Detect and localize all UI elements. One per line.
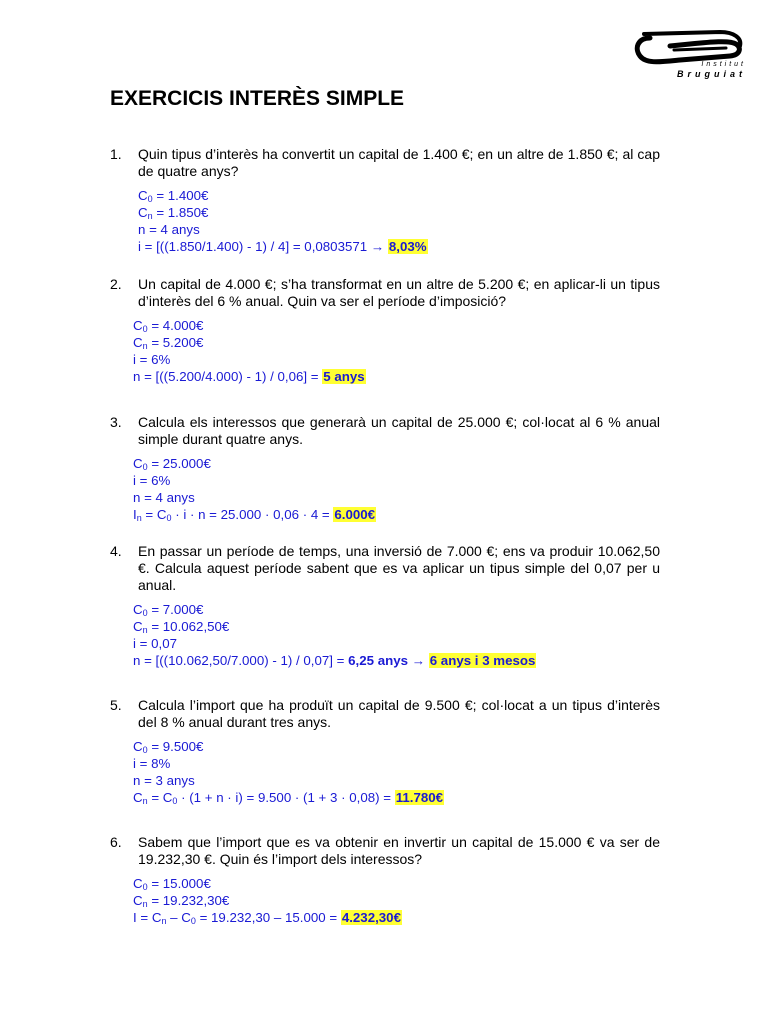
solution-line4 (138, 238, 660, 255)
solution-line3: i = 6% (133, 352, 171, 367)
solution-result: 11.780€ (395, 790, 444, 805)
solution-c0: $C_0$ = 9.500€ (133, 739, 204, 755)
exercise-number: 1. (110, 146, 122, 162)
solution-cn: $C_n$ = 5.200€ (133, 335, 204, 351)
logo-line2: Bruguiat (677, 69, 746, 79)
solution-c0: $C_0$ = 15.000€ (133, 876, 211, 892)
exercise-question: En passar un període de temps, una inversió de 7.000 €; ens va produir 10.062,50 €. Calcula aquest període sabent que es va aplicar un tipus simple del 0,07 per u anual. (138, 543, 660, 593)
exercise-number: 3. (110, 414, 122, 430)
exercise-number: 2. (110, 276, 122, 292)
exercise-number: 4. (110, 543, 122, 559)
solution-c0: $C_0$ = 4.000€ (133, 318, 204, 334)
exercise-question: Quin tipus d’interès ha convertit un capital de 1.400 €; en un altre de 1.850 €; al cap de quatre anys? (138, 146, 660, 179)
solution-c0: $C_0$ = 25.000€ (133, 456, 211, 472)
solution-result: 8,03% (388, 239, 427, 254)
exercise-question: Un capital de 4.000 €; s’ha transformat en un altre de 5.200 €; en aplicar-li un tipus d’interès del 6 % anual. Quin va ser el període d’imposició? (138, 276, 660, 309)
solution-intermediate: 6,25 anys (348, 653, 409, 668)
logo-text (676, 60, 746, 80)
solution-cn: $C_n$ = 10.062,50€ (133, 619, 230, 635)
solution-formula: $C_n = C_0 \cdot (1 + n \cdot i) = 9.500 \cdot (1 + 3 \cdot 0,08)$ = (133, 790, 391, 806)
solution-line2: i = 6% (133, 473, 171, 488)
solution-result: 6 anys i 3 mesos (429, 653, 536, 668)
solution-line4 (133, 506, 660, 523)
exercise-solution (133, 738, 660, 806)
solution-formula: n = [((5.200/4.000) - 1) / 0,06] = (133, 369, 319, 384)
exercise-question: Sabem que l’import que es va obtenir en invertir un capital de 15.000 € va ser de 19.232,30 €. Quin és l’import dels interessos? (138, 834, 660, 867)
solution-formula: $I = C_n - C_0 = 19.232,30 - 15.000$ = (133, 910, 338, 926)
logo-line1: Institut (701, 61, 746, 68)
exercise-5 (110, 697, 660, 806)
solution-result: 6.000€ (334, 507, 376, 522)
exercise-question: Calcula l’import que ha produït un capital de 9.500 €; col·locat a un tipus d’interès del 8 % anual durant tres anys. (138, 697, 660, 730)
solution-line3: n = 4 anys (138, 222, 200, 237)
exercise-6 (110, 834, 660, 926)
exercise-solution (133, 601, 660, 669)
solution-line4 (133, 789, 660, 806)
solution-line3: n = 3 anys (133, 773, 195, 788)
solution-formula: n = [((10.062,50/7.000) - 1) / 0,07] = (133, 653, 345, 668)
exercise-solution (133, 875, 660, 926)
arrow-right-icon: → (411, 653, 426, 668)
solution-line2: i = 8% (133, 756, 171, 771)
exercise-3 (110, 414, 660, 523)
arrow-right-icon: → (370, 239, 385, 254)
solution-formula: i = [((1.850/1.400) - 1) / 4] = 0,0803571 (138, 239, 368, 254)
solution-result: 4.232,30€ (341, 910, 401, 925)
solution-c0: $C_0$ = 1.400€ (138, 188, 209, 204)
solution-line4 (133, 909, 660, 926)
exercise-question: Calcula els interessos que generarà un capital de 25.000 €; col·locat al 6 % anual simple durant quatre anys. (138, 414, 660, 447)
solution-line3: i = 0,07 (133, 636, 177, 651)
exercise-solution (138, 187, 660, 255)
page-title: EXERCICIS INTERÈS SIMPLE (110, 87, 405, 110)
exercise-1 (110, 146, 660, 255)
solution-c0: $C_0$ = 7.000€ (133, 602, 204, 618)
solution-line3: n = 4 anys (133, 490, 195, 505)
exercise-2 (110, 276, 660, 385)
solution-cn: $C_n$ = 1.850€ (138, 205, 209, 221)
exercise-4 (110, 543, 660, 669)
solution-line4 (133, 652, 660, 669)
exercise-solution (133, 455, 660, 523)
solution-cn: $C_n$ = 19.232,30€ (133, 893, 230, 909)
solution-formula: $I_n = C_0 \cdot i \cdot n = 25.000 \cdot 0,06 \cdot 4$ = (133, 507, 330, 523)
exercise-solution (133, 317, 660, 385)
solution-result: 5 anys (323, 369, 365, 384)
exercise-number: 5. (110, 697, 122, 713)
exercise-number: 6. (110, 834, 122, 850)
solution-line4 (133, 368, 660, 385)
